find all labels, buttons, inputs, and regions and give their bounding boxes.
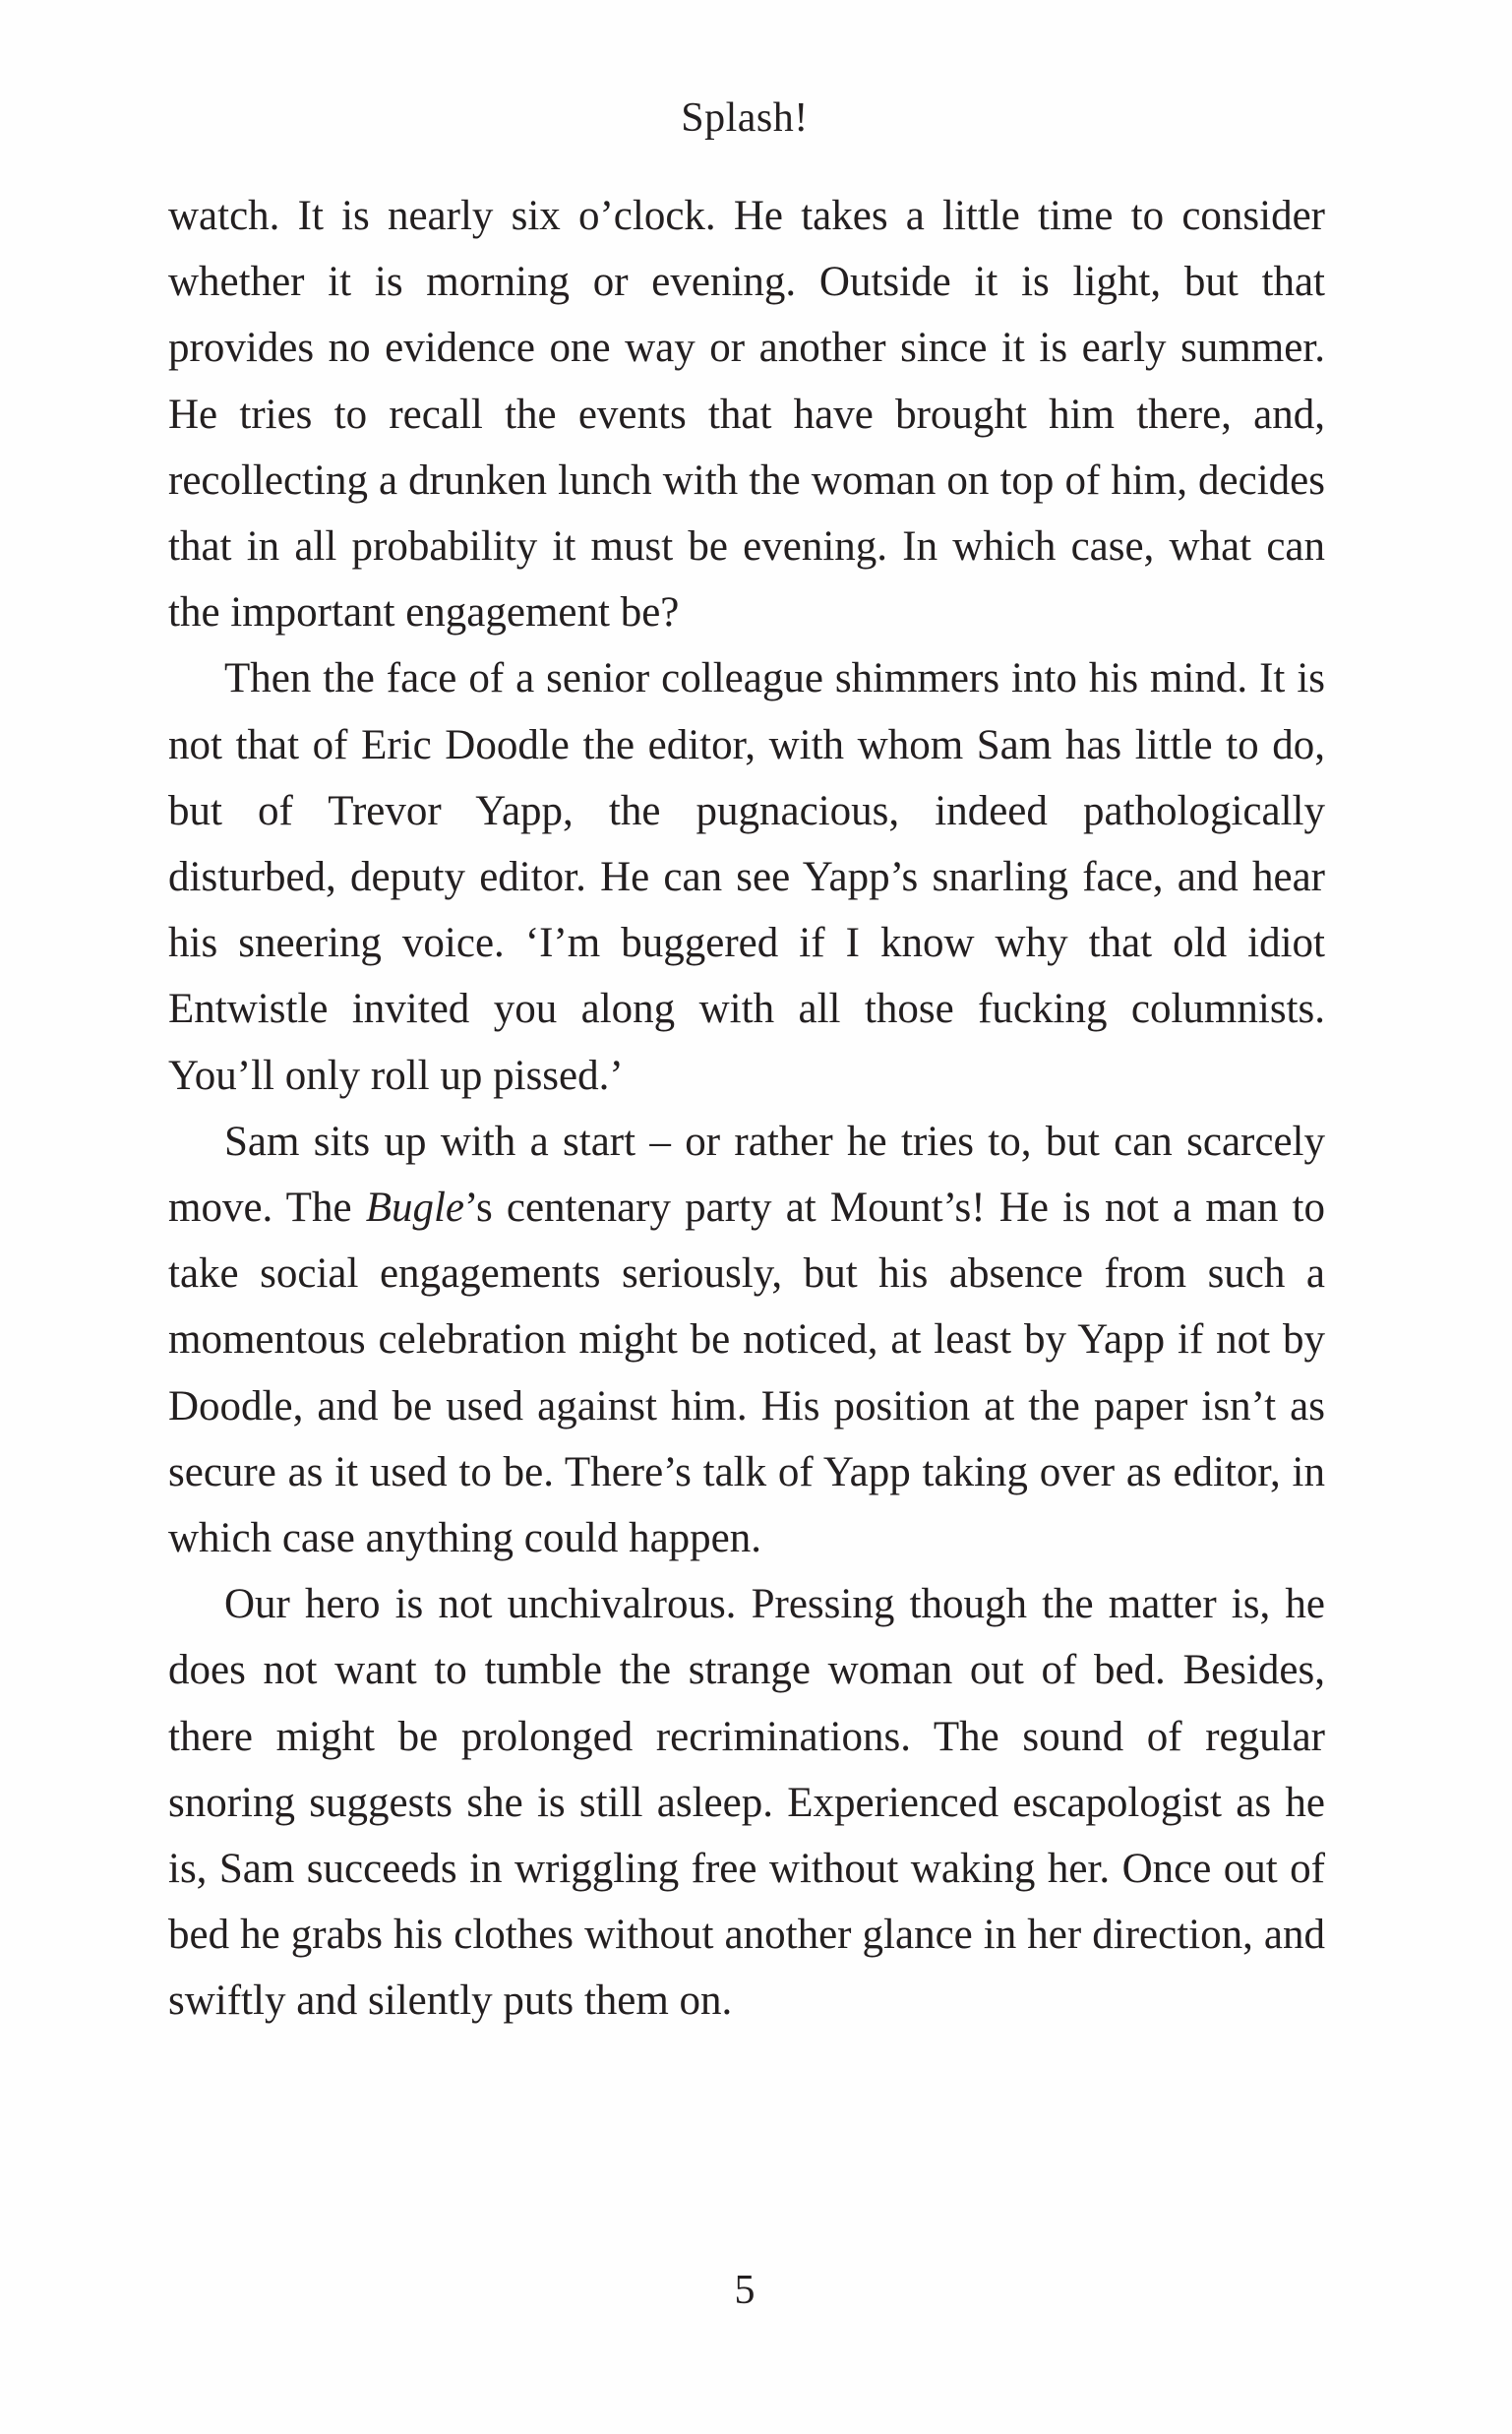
running-head: Splash! <box>681 95 809 141</box>
paragraph-2: Then the face of a senior colleague shimmers into his mind. It is not that of Eric Doodle the editor, with whom Sam has little to do, but of Trevor Yapp, the pugnacious, indeed pathologically disturbed, deputy editor. He can see Yapp’s snarling face, and hear his sneering voice. ‘I’m buggered if I know why that old idiot Entwistle invited you along with all those fucking columnists. You’ll only roll up pissed.’ <box>168 655 1325 1099</box>
paragraph-3 <box>168 1109 1325 1571</box>
newspaper-title: Bugle <box>365 1185 465 1232</box>
paragraph-4: Our hero is not unchivalrous. Pressing though the matter is, he does not want to tumble the strange woman out of bed. Besides, there might be prolonged recriminations. The sound of regular snoring suggests she is still asleep. Experienced escapologist as he is, Sam succeeds in wriggling free without waking her. Once out of bed he grabs his clothes without another glance in her direction, and swiftly and silently puts them on. <box>168 1581 1325 2025</box>
body-text <box>168 183 1325 2035</box>
paragraph-1: watch. It is nearly six o’clock. He takes a little time to consider whether it is morning or evening. Outside it is light, but that provides no evidence one way or another since it is early summer. He tries to recall the events that have brought him there, and, recollecting a drunken lunch with the woman on top of him, decides that in all probability it must be evening. In which case, what can the important engagement be? <box>168 193 1325 637</box>
paragraph-3-start: Sam sits up with a start – or rather he tries to, but can scarcely move. The <box>168 1118 1325 1232</box>
page-number: 5 <box>734 2268 756 2313</box>
paragraph-3-end: ’s centenary party at Mount’s! He is not a man to take social engagements seriously, but his absence from such a momentous celebration might be noticed, at least by Yapp if not by Doodle, and be used against him. His position at the paper isn’t as secure as it used to be. There’s talk of Yapp taking over as editor, in which case anything could happen. <box>168 1185 1325 1562</box>
